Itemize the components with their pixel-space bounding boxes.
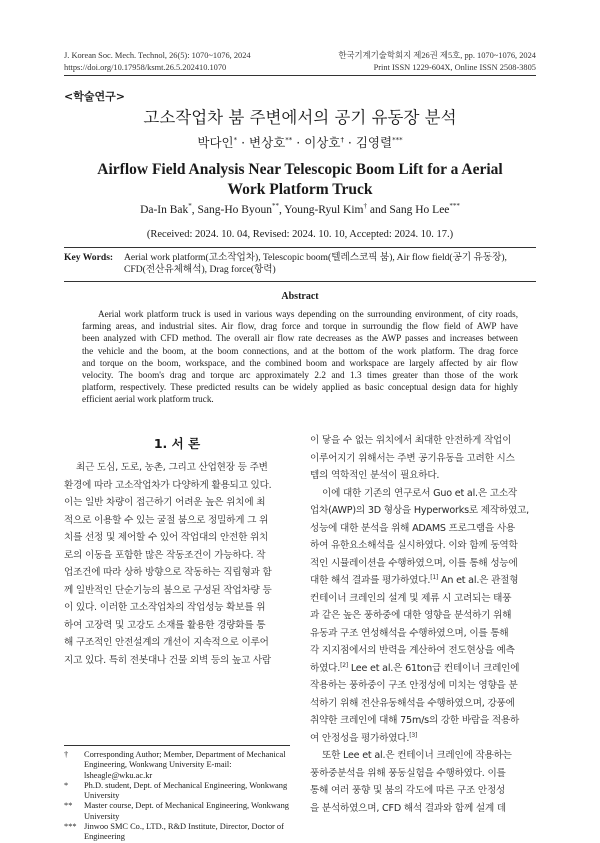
abstract-heading: Abstract [281, 291, 319, 302]
author-affiliation-mark: * [233, 135, 238, 144]
author-separator: , [278, 204, 285, 216]
author-footnotes [64, 750, 290, 843]
line-text: 각 지지점에서의 반력을 계산하여 전도현상을 예측 [310, 645, 515, 656]
line-text: 취약한 크레인에 대해 75m/s의 강한 바람을 적용하 [310, 715, 520, 726]
keywords-top-rule [64, 247, 536, 248]
journal-citation: J. Korean Soc. Mech. Technol, 26(5): 1070~1076, 2024 [64, 51, 251, 60]
footnote-item [64, 801, 290, 822]
body-text-line [310, 712, 536, 730]
footnote-text: Master course, Dept. of Mechanical Engineering, Wonkwang University [84, 801, 289, 821]
body-text-line: 환경에 따라 고소작업차가 다양하게 활용되고 있다. [64, 479, 272, 491]
body-text-line: 최근 도심, 도로, 농촌, 그리고 산업현장 등 주변 [76, 462, 268, 473]
keywords-label: Key Words: [64, 252, 114, 263]
author-affiliation-mark: ** [271, 202, 279, 211]
korean-title: 고소작업차 붐 주변에서의 공기 유동장 분석 [143, 108, 457, 127]
footnote-mark: ** [64, 801, 73, 811]
line-text: 대한 해석 결과를 평가하였다. [310, 575, 431, 586]
author-name: 김영렬 [355, 135, 393, 150]
footnote-text: Jinwoo SMC Co., LTD., R&D Institute, Director, Doctor of Engineering [84, 822, 284, 842]
line-text: 풍하중분석을 위해 풍동실험을 수행하였다. 이를 [310, 767, 506, 779]
english-title [0, 160, 600, 200]
footnote-mark: *** [64, 822, 77, 832]
line-text: 성능에 대한 분석을 위해 ADAMS 프로그램을 사용 [310, 522, 515, 534]
running-header-right [338, 50, 536, 74]
line-text: 유동과 구조 연성해석을 수행하였으며, 이를 통해 [310, 627, 509, 639]
line-text: 과 같은 높은 풍하중에 대한 영향을 분석하기 위해 [310, 610, 512, 621]
body-text-line [310, 432, 536, 450]
received-dates: (Received: 2024. 10. 04, Revised: 2024. 10. 10, Accepted: 2024. 10. 17.) [146, 229, 454, 240]
line-text: 작용하는 풍하중이 구조 안정성에 미치는 영향을 분 [310, 680, 518, 691]
abstract-line: farming areas, and industrial sites. Air flow, drag force and torque in surroundig the flow field of AWP have [82, 321, 518, 332]
body-text-line [310, 660, 536, 678]
line-text: 이 닿을 수 없는 위치에서 최대한 안전하게 작업이 [310, 435, 512, 446]
body-text-line [310, 502, 536, 520]
body-text-line [310, 730, 536, 748]
body-text-line: 로의 이동을 포함한 많은 작동조건이 가능하다. 작 [64, 549, 266, 561]
line-text: 컨테이너 크레인의 설계 및 제류 시 고려되는 태풍 [310, 592, 512, 604]
citation-ref: [1] [430, 573, 439, 581]
body-text-line [310, 555, 536, 573]
body-text-line [310, 467, 536, 485]
author-separator: , [191, 204, 198, 216]
author-name: 변상호 [249, 135, 286, 150]
author-name: 이상호 [304, 135, 341, 150]
abstract-line: velocity. The boom's drag and torque arc approximately 2.2 and 1.3 times greater than those of the work [82, 369, 518, 380]
right-column-text [310, 432, 536, 817]
footnote-text: Corresponding Author; Member, Department of Mechanical Engineering, Wonkwang University E-mail: lsheagle@wku.ac.kr [84, 750, 286, 780]
footnote-mark: † [64, 750, 69, 759]
author-affiliation-mark: † [363, 202, 368, 211]
author-affiliation-mark: * [188, 202, 192, 211]
line-text: 을 분석하였으며, CFD 해석 결과와 함께 설계 데 [310, 802, 506, 814]
body-text-line [310, 537, 536, 555]
body-text-line: 적으로 이용할 수 있는 굴절 붐으로 정밀하게 그 위 [64, 514, 269, 526]
journal-citation-korean: 한국기계기술학회지 제26권 제5호, pp. 1070~1076, 2024 [338, 51, 536, 60]
english-title-line-1: Airflow Field Analysis Near Telescopic Boom Lift for a Aerial [97, 161, 503, 178]
abstract-line: platform, respectively. These predicted results can be widely applied as basic conceptual design data for highly [82, 382, 518, 393]
body-text-line [310, 695, 536, 713]
abstract-line: been analyzed with CFD method. The overall air flow rate decreases as the AWP passes and increases between [82, 333, 518, 344]
line-text: 적인 시뮬레이션을 수행하였으며, 이를 통해 성능에 [310, 557, 518, 569]
abstract-line: and torque on the boom, workspace, and the combined boom and workspace are largely affected by air flow [82, 357, 518, 368]
doi-link[interactable]: https://doi.org/10.17958/ksmt.26.5.202410.1070 [64, 63, 227, 72]
line-text: An et al.은 관절형 [438, 575, 519, 586]
english-authors [0, 204, 600, 216]
abstract-line: the vehicle and the boom, at the boom connections, and at the bottom of the work platform. The drag force [82, 345, 518, 356]
line-text: Lee et al.은 61ton급 컨테이너 크레인에 [347, 662, 520, 674]
citation-ref: [3] [409, 731, 418, 739]
line-text: 하였다. [310, 662, 341, 674]
abstract-line: efficient aerial work platform truck. [82, 394, 214, 405]
body-text-line [310, 782, 536, 800]
keywords-line-1: Aerial work platform(고소작업차), Telescopic boom(텔레스코픽 붐), Air flow field(공기 유동장), [124, 252, 507, 263]
author-name: and Sang Ho Lee [369, 204, 450, 216]
english-title-line-2: Work Platform Truck [227, 181, 373, 198]
body-text-line: 지고 있다. 특히 전봇대나 건물 외벽 등의 높고 사람 [64, 654, 271, 666]
line-text: 이루어지기 위해서는 주변 공기유동을 고려한 시스 [310, 452, 515, 464]
section-heading-introduction: 1. 서 론 [153, 436, 201, 451]
line-text: 템의 역학적인 분석이 필요하다. [310, 470, 440, 481]
author-separator: · [343, 135, 356, 150]
body-text-line: 이 있다. 이러한 고소작업차의 작업성능 확보를 위 [64, 602, 266, 613]
body-text-line: 하여 고장력 및 고강도 소재를 활용한 경량화를 통 [64, 619, 266, 631]
abstract-body [82, 308, 518, 406]
footnote-text: Ph.D. student, Dept. of Mechanical Engineering, Wonkwang University [84, 780, 288, 801]
body-text-line: 업조건에 따라 상하 방향으로 작동하는 직립형과 함 [64, 567, 272, 578]
citation-ref: [2] [340, 661, 348, 669]
keywords-bottom-rule [64, 281, 536, 282]
article-category: <학술연구> [64, 90, 125, 103]
abstract-line: Aerial work platform truck is used in various ways depending on the surrounding environment, of city roads, [98, 309, 518, 319]
header-divider [64, 75, 536, 76]
body-text-line [310, 747, 536, 765]
line-text: 여 안정성을 평가하였다. [310, 732, 410, 744]
line-text: 통해 여러 풍향 및 붐의 각도에 따른 구조 안정성 [310, 785, 506, 796]
author-affiliation-mark: *** [392, 135, 403, 144]
line-text: 석하기 위해 전산유동해석을 수행하였으며, 강풍에 [310, 697, 515, 709]
body-text-line [310, 450, 536, 468]
line-text: 또한 Lee et al.은 컨테이너 크레인에 작용하는 [322, 750, 512, 761]
body-text-line [310, 765, 536, 783]
body-text-line: 해 구조적인 안전설계의 개선이 지속적으로 이루어 [64, 637, 269, 648]
footnote-item [64, 750, 290, 781]
body-text-line [310, 677, 536, 695]
author-name: 박다인 [197, 135, 234, 150]
line-text: 업차(AWP)의 3D 형상을 Hyperworks로 제작하였고, [310, 505, 529, 516]
body-text-line [310, 607, 536, 625]
footnote-item [64, 781, 290, 802]
footnote-mark: * [64, 780, 69, 790]
body-text-line [310, 625, 536, 643]
line-text: 하여 유한요소해석을 실시하였다. 이와 함께 동역학 [310, 540, 518, 551]
body-text-line [310, 590, 536, 608]
author-name: Young-Ryul Kim [284, 204, 364, 216]
body-text-line [310, 485, 536, 503]
line-text: 이에 대한 기존의 연구로서 Guo et al.은 고소작 [322, 487, 518, 499]
footnote-divider [64, 745, 290, 746]
korean-authors [0, 133, 600, 151]
author-name: Da-In Bak [140, 204, 189, 216]
keywords-line-2: CFD(전산유체해석), Drag force(항력) [124, 264, 276, 276]
issn: Print ISSN 1229-604X, Online ISSN 2508-3805 [373, 63, 536, 72]
body-text-line [310, 800, 536, 818]
keywords-text [124, 252, 536, 276]
body-text-line: 이는 일반 차량이 접근하기 어려운 높은 위치에 최 [64, 497, 266, 508]
left-column-text [64, 459, 290, 669]
body-text-line: 치를 선정 및 제어할 수 있어 작업대의 안전한 위치 [64, 532, 269, 543]
footnote-item [64, 822, 290, 843]
author-affiliation-mark: *** [449, 202, 460, 211]
author-affiliation-mark: † [340, 135, 344, 144]
author-affiliation-mark: ** [285, 135, 293, 144]
body-text-line [310, 520, 536, 538]
author-name: Sang-Ho Byoun [197, 204, 272, 216]
author-separator: · [292, 135, 305, 150]
body-text-line [310, 572, 536, 590]
running-header-left [64, 50, 251, 74]
body-text-line: 께 일반적인 단순기능의 붐으로 구성된 작업차량 등 [64, 584, 272, 596]
body-text-line [310, 642, 536, 660]
author-separator: · [237, 135, 250, 150]
